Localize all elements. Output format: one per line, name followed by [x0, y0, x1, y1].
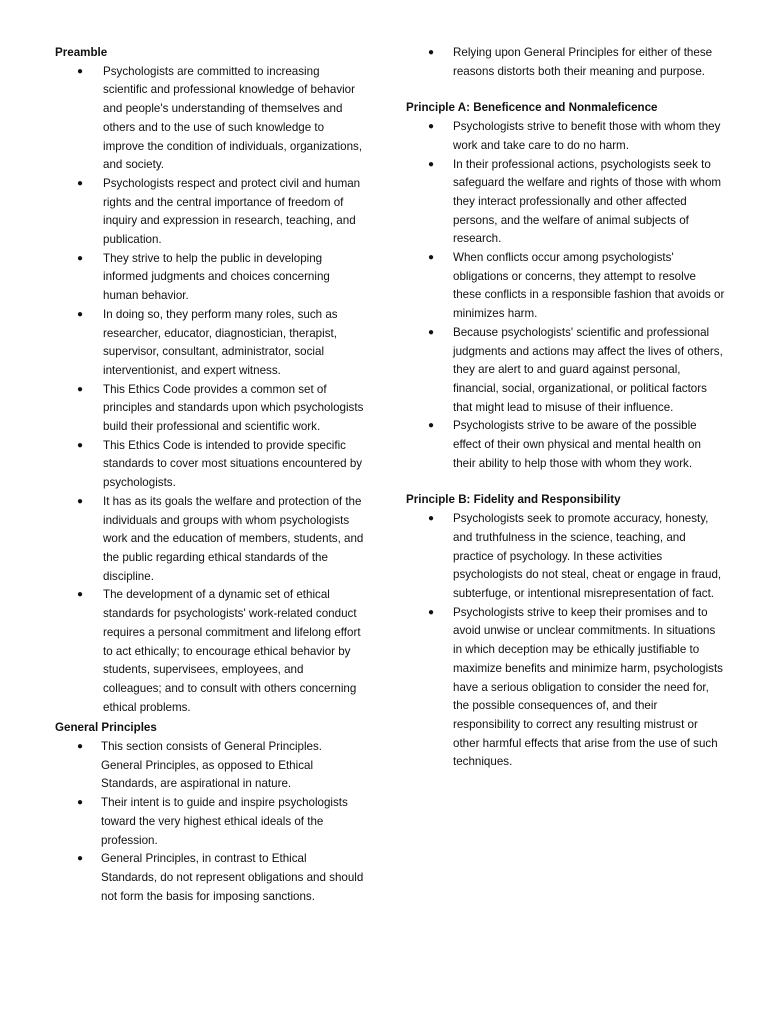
list-item: ● Psychologists strive to benefit those with whom they work and take care to do no harm.: [428, 120, 721, 152]
list-item: ● Psychologists strive to keep their promises and to avoid unwise or unclear commitments. In situations in which deception may be ethically justifiable to maximize benefits and minimize harm, psychologists have a serious obligation to consider the need for, the possible consequences of, and their responsibility to correct any resulting mistrust or other harmful effects that arise from the use of such techniques.: [428, 605, 723, 769]
preamble-list: [55, 63, 365, 718]
list-item: ● Psychologists seek to promote accuracy, honesty, and truthfulness in the science, teaching, and practice of psychology. In these activities psychologists do not steal, cheat or engage in fraud, subterfuge, or intentional misrepresentation of fact.: [428, 512, 722, 600]
bullet-icon: ●: [77, 853, 84, 865]
list-item: ● This Ethics Code provides a common set of principles and standards upon which psychologists build their professional and scientific work.: [77, 382, 364, 434]
bullet-icon: ●: [77, 439, 84, 451]
list-item: ● When conflicts occur among psychologists' obligations or concerns, they attempt to resolve these conflicts in a responsible fashion that avoids or minimizes harm.: [428, 251, 725, 321]
list-item: ● This Ethics Code is intended to provide specific standards to cover most situations encountered by psychologists.: [77, 438, 363, 490]
right-column: [406, 44, 726, 772]
left-column: [55, 44, 365, 906]
bullet-icon: ●: [77, 177, 84, 189]
list-item: ● This section consists of General Principles. General Principles, as opposed to Ethical Standards, are aspirational in nature.: [77, 740, 323, 791]
bullet-icon: ●: [428, 606, 435, 618]
principle-b-heading: Principle B: Fidelity and Responsibility: [406, 493, 621, 507]
principle-b-list: [406, 510, 726, 772]
list-item: ● In doing so, they perform many roles, such as researcher, educator, diagnostician, therapist, supervisor, consultant, administrator, social interventionist, and expert witness.: [77, 307, 338, 377]
list-item: ● Psychologists respect and protect civil and human rights and the central importance of freedom of inquiry and expression in research, teaching, and publication.: [77, 176, 361, 247]
bullet-icon: ●: [77, 252, 84, 264]
list-item: ● They strive to help the public in developing informed judgments and choices concerning human behavior.: [77, 251, 330, 303]
list-item: ● Their intent is to guide and inspire psychologists toward the very highest ethical ideals of the profession.: [77, 796, 348, 847]
bullet-icon: ●: [428, 513, 435, 525]
bullet-icon: ●: [77, 797, 84, 809]
preamble-heading: Preamble: [55, 46, 108, 59]
general-principles-heading: General Principles: [55, 721, 157, 735]
bullet-icon: ●: [77, 495, 84, 507]
general-principles-continued-list: [406, 44, 726, 81]
list-item: ● It has as its goals the welfare and protection of the individuals and groups with whom psychologists work and the education of members, students, and the public regarding ethical standards of the discipline.: [77, 494, 364, 583]
bullet-icon: ●: [77, 589, 84, 601]
bullet-icon: ●: [77, 741, 84, 753]
general-principles-list: [55, 738, 365, 906]
list-item: ● Psychologists are committed to increasing scientific and professional knowledge of behavior and people's understanding of themselves and others and to the use of such knowledge to improve the condition of individuals, organizations, and society.: [77, 64, 363, 172]
bullet-icon: ●: [428, 158, 435, 170]
list-item: ● Because psychologists' scientific and professional judgments and actions may affect the lives of others, they are alert to and guard against personal, financial, social, organizational, or political factors that might lead to misuse of their influence.: [428, 325, 723, 414]
bullet-icon: ●: [77, 65, 84, 77]
bullet-icon: ●: [428, 252, 435, 264]
list-item: ● In their professional actions, psychologists seek to safeguard the welfare and rights of those with whom they interact professionally and other affected persons, and the welfare of animal subjects of research.: [428, 157, 722, 246]
principle-a-list: [406, 118, 726, 473]
list-item: ● Psychologists strive to be aware of the possible effect of their own physical and mental health on their ability to help those with whom they work.: [428, 419, 701, 470]
bullet-icon: ●: [77, 308, 84, 320]
bullet-icon: ●: [428, 47, 435, 58]
list-item: ● The development of a dynamic set of ethical standards for psychologists' work-related conduct requires a personal commitment and lifelong effort to act ethically; to encourage ethical behavior by students, supervisees, employees, and colleagues; and to consult with others concerning ethical problems.: [77, 588, 361, 714]
list-item: ● Relying upon General Principles for either of these reasons distorts both their meaning and purpose.: [428, 46, 713, 78]
bullet-icon: ●: [428, 420, 435, 432]
bullet-icon: ●: [428, 326, 435, 338]
list-item: ● General Principles, in contrast to Ethical Standards, do not represent obligations and should not form the basis for imposing sanctions.: [77, 852, 364, 903]
principle-a-heading: Principle A: Beneficence and Nonmaleficence: [406, 101, 658, 115]
bullet-icon: ●: [428, 121, 435, 133]
bullet-icon: ●: [77, 383, 84, 395]
